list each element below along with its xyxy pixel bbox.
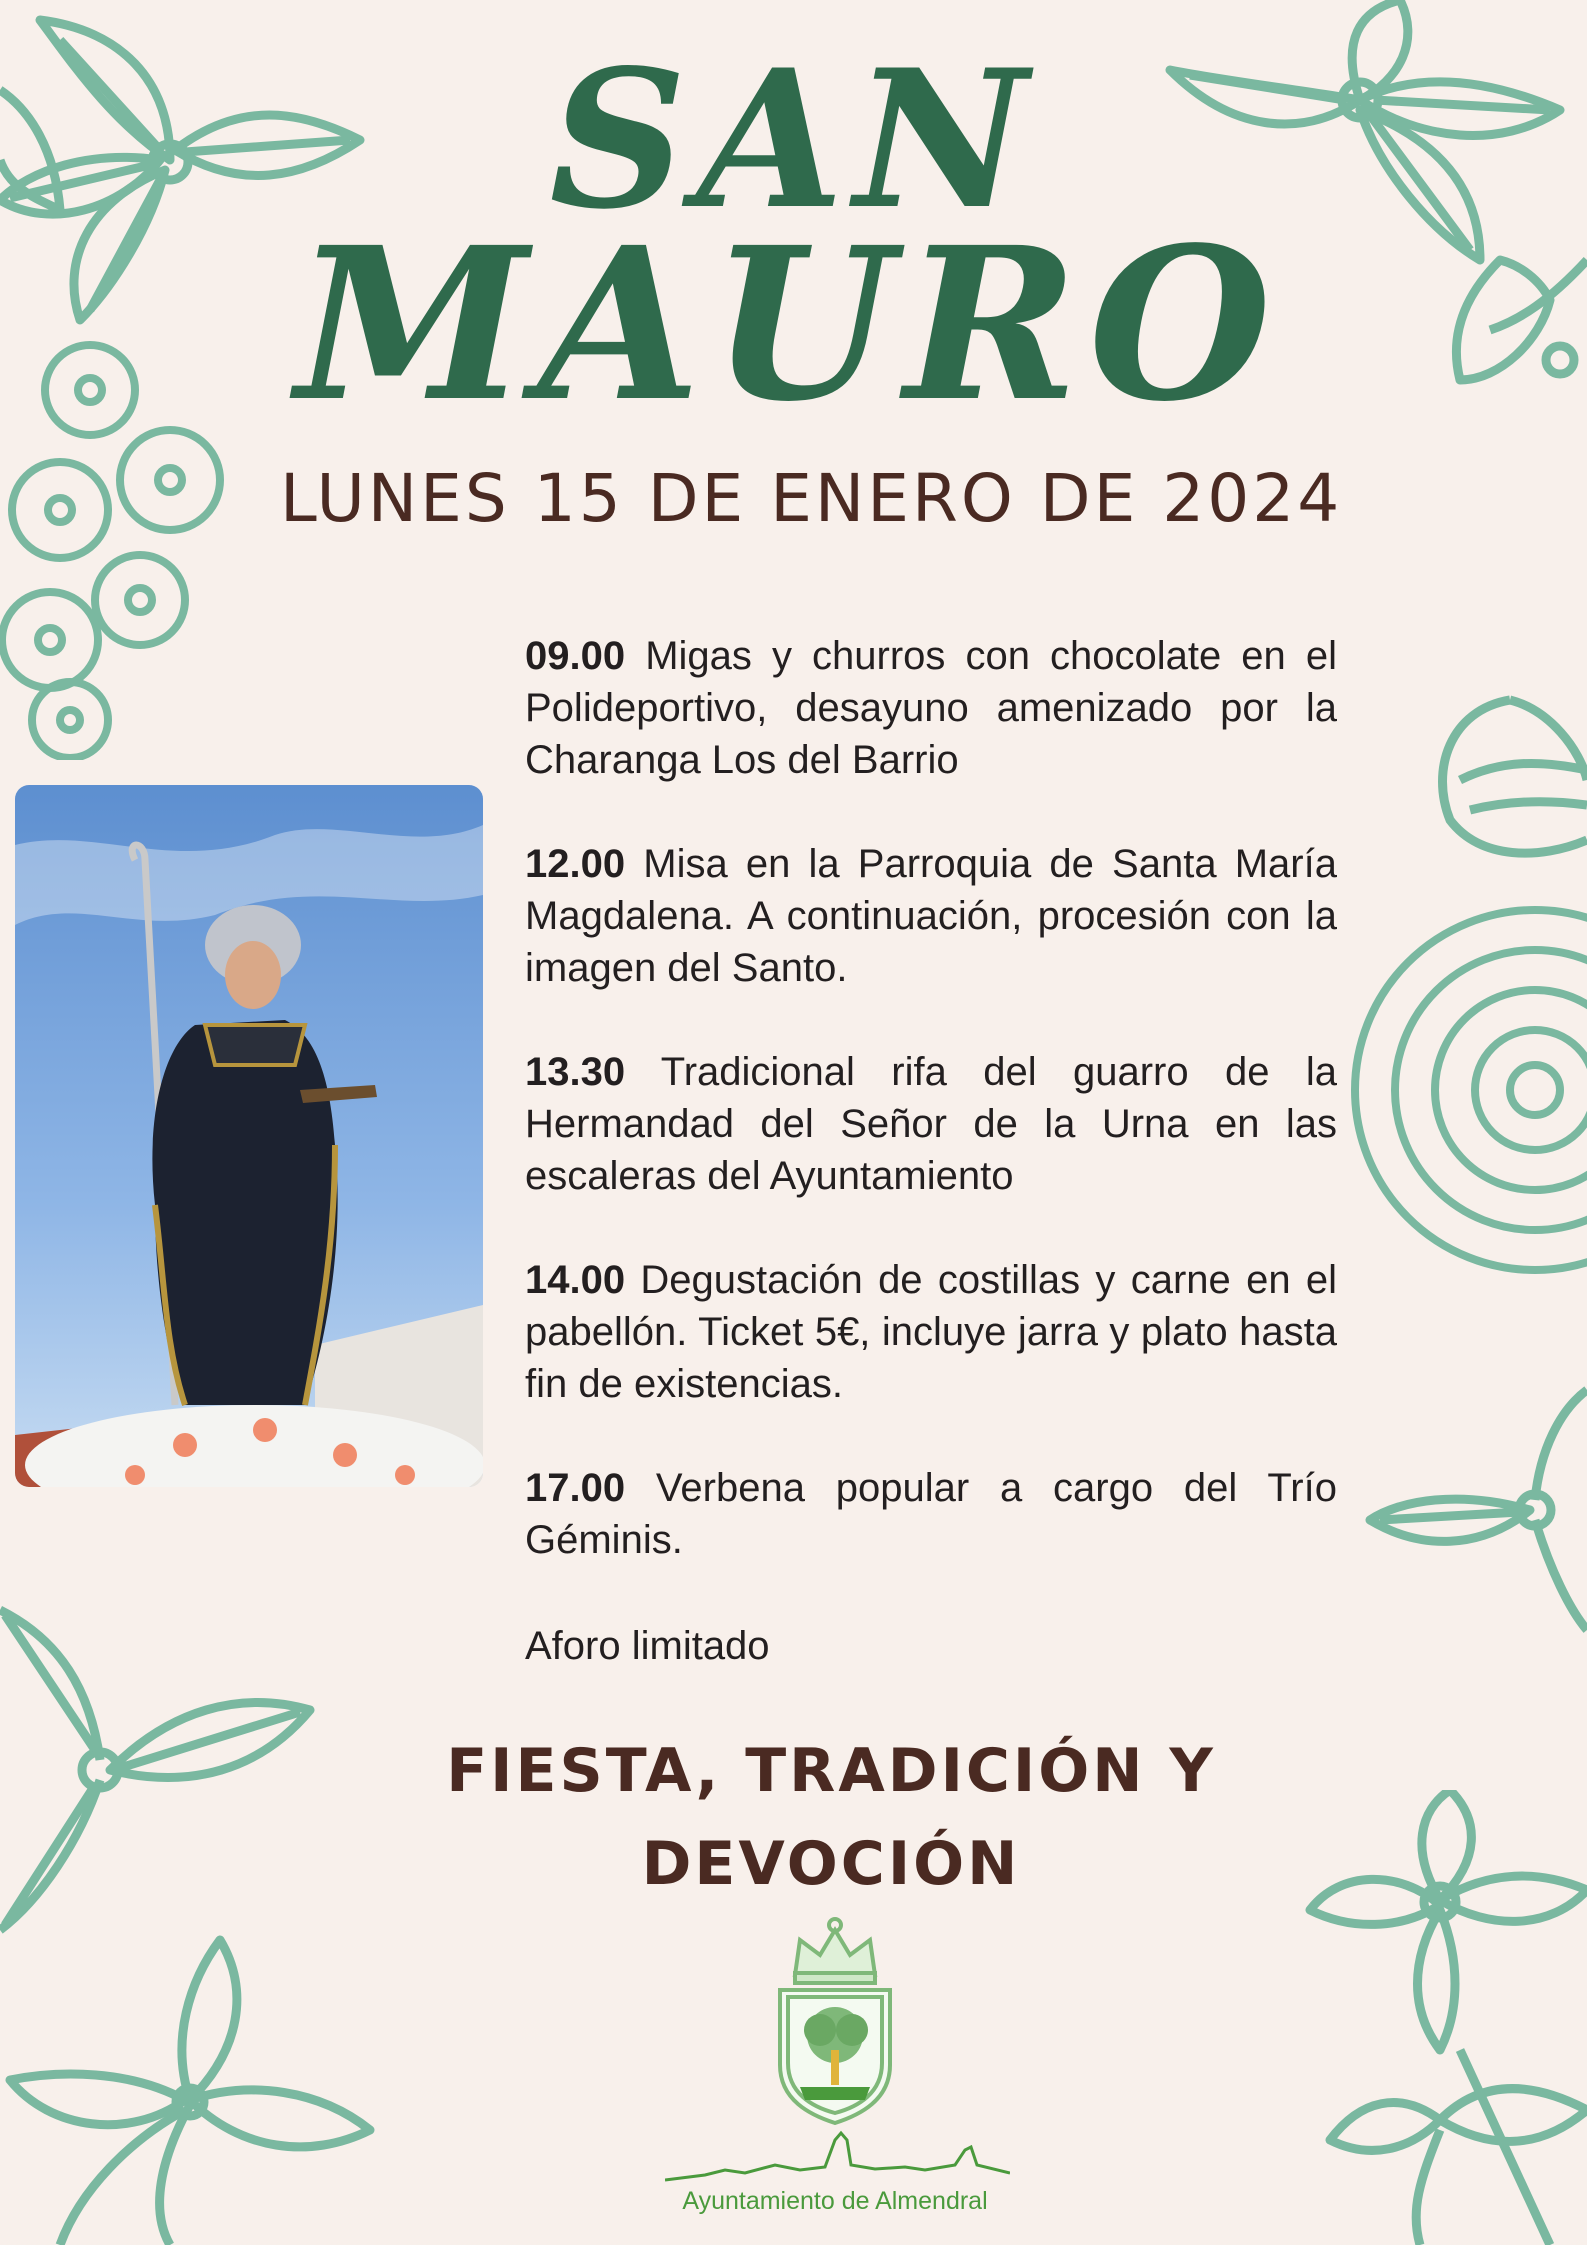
flower-icon xyxy=(0,1930,380,2245)
motto-line2: DEVOCIÓN xyxy=(641,1829,1021,1899)
poster-title-line1: SAN xyxy=(549,28,1038,251)
capacity-note: Aforo limitado xyxy=(525,1624,770,1668)
program-text: Tradicional rifa del guarro de la Hermandad del Señor de la Urna en las escaleras del Ayuntamiento xyxy=(525,1050,1338,1198)
floral-decoration-bottom-left-flower xyxy=(0,1930,380,2245)
program-item xyxy=(525,1254,1337,1410)
program-time: 14.00 xyxy=(525,1258,626,1302)
event-date: LUNES 15 DE ENERO DE 2024 xyxy=(280,460,1343,537)
poster-title-line2: MAURO xyxy=(295,201,1282,448)
program-text: Verbena popular a cargo del Trío Géminis. xyxy=(525,1466,1337,1562)
program-text: Misa en la Parroquia de Santa María Magdalena. A continuación, procesión con la imagen del Santo. xyxy=(525,842,1337,990)
program-item xyxy=(525,838,1337,994)
program-time: 12.00 xyxy=(525,842,626,886)
flower-icon xyxy=(1345,880,1587,1300)
town-skyline-icon xyxy=(665,2125,1010,2185)
flower-icon xyxy=(1430,690,1587,870)
program-item xyxy=(525,630,1337,786)
poster-motto xyxy=(0,1725,1587,1911)
floral-decoration-right-dahlia xyxy=(1345,880,1587,1300)
coat-of-arms-icon xyxy=(770,1905,900,2125)
saint-statue-photo xyxy=(15,785,483,1487)
program-time: 17.00 xyxy=(525,1466,626,1510)
leaf-icon xyxy=(1360,1380,1587,1640)
floral-decoration-right-leaf xyxy=(1360,1380,1587,1640)
floral-decoration-right-bud xyxy=(1430,690,1587,870)
event-program xyxy=(525,630,1337,1618)
footer-organization: Ayuntamiento de Almendral xyxy=(682,2187,988,2215)
program-item xyxy=(525,1462,1337,1566)
motto-line1: FIESTA, TRADICIÓN Y xyxy=(446,1736,1216,1806)
program-time: 09.00 xyxy=(525,634,626,678)
program-time: 13.30 xyxy=(525,1050,626,1094)
program-text: Degustación de costillas y carne en el pabellón. Ticket 5€, incluye jarra y plato hasta fin de existencias. xyxy=(525,1258,1337,1406)
program-text: Migas y churros con chocolate en el Polideportivo, desayuno amenizado por la Charanga Los del Barrio xyxy=(525,634,1337,782)
program-item xyxy=(525,1046,1337,1202)
